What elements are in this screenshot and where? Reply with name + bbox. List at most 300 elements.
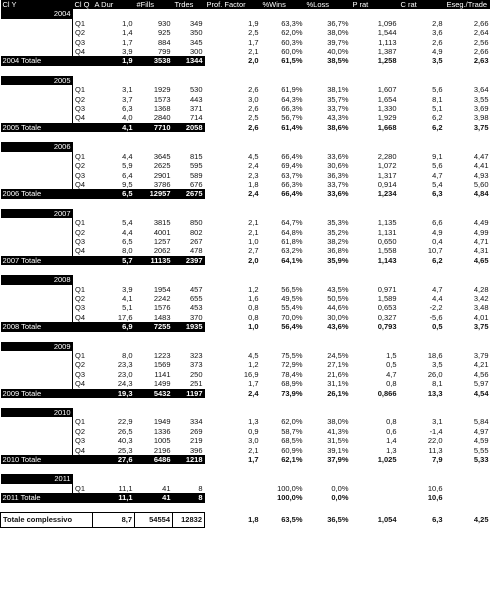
total-p-rat: 1,143 bbox=[377, 255, 397, 265]
cell-eseg-trade: 4,47 bbox=[473, 151, 489, 161]
cell-p-rat: 1,330 bbox=[377, 104, 397, 114]
total-loss: 43,6% bbox=[327, 322, 349, 332]
cell-p-rat: 1,135 bbox=[377, 218, 397, 228]
cell-loss: 36,7% bbox=[327, 18, 349, 28]
cell-c-rat: 4,7 bbox=[432, 284, 443, 294]
row-year-blank bbox=[1, 180, 73, 189]
total-p-rat: 0,866 bbox=[377, 388, 397, 398]
cell-loss: 21,6% bbox=[327, 369, 349, 379]
cell-loss: 38,1% bbox=[327, 85, 349, 95]
spacer-cell bbox=[1, 464, 490, 474]
cell-a-dur: 24,3 bbox=[117, 379, 133, 389]
cell-prof-factor: 2,5 bbox=[248, 28, 259, 38]
cell-p-rat: 0,914 bbox=[377, 179, 397, 189]
cell-prof-factor: 2,1 bbox=[248, 227, 259, 237]
total-prof-factor: 2,4 bbox=[248, 189, 259, 199]
quarter-label: Q2 bbox=[75, 426, 86, 436]
spacer-cell bbox=[1, 503, 490, 513]
grand-total-prof-factor: 1,8 bbox=[248, 515, 259, 525]
year-row-filler bbox=[73, 209, 490, 218]
cell-loss: 50,5% bbox=[327, 293, 349, 303]
cell-prof-factor bbox=[205, 484, 261, 493]
cell-prof-factor: 0,8 bbox=[248, 303, 259, 313]
cell-a-dur: 23,0 bbox=[117, 369, 133, 379]
row-year-blank bbox=[1, 370, 73, 379]
row-year-blank bbox=[1, 38, 73, 47]
cell-wins: 49,5% bbox=[281, 293, 303, 303]
cell-trdes: 453 bbox=[189, 303, 203, 313]
cell-prof-factor: 16,9 bbox=[243, 369, 259, 379]
cell-a-dur: 6,5 bbox=[122, 236, 133, 246]
quarter-row bbox=[1, 47, 490, 56]
quarter-row bbox=[1, 95, 490, 104]
cell-a-dur: 1,4 bbox=[122, 28, 133, 38]
grand-total-trdes: 12832 bbox=[173, 513, 205, 528]
cell-a-dur: 9,5 bbox=[122, 179, 133, 189]
total-wins: 62,1% bbox=[281, 455, 303, 465]
row-year-blank bbox=[1, 228, 73, 237]
cell-loss: 40,0% bbox=[327, 47, 349, 57]
total-fills: 6486 bbox=[135, 455, 173, 464]
cell-eseg-trade: 2,66 bbox=[473, 18, 489, 28]
quarter-row bbox=[1, 313, 490, 322]
row-year-blank bbox=[1, 360, 73, 369]
cell-fills: 3786 bbox=[153, 179, 171, 189]
row-year-blank bbox=[1, 237, 73, 246]
cell-a-dur: 4,4 bbox=[122, 151, 133, 161]
cell-wins: 63,7% bbox=[281, 170, 303, 180]
cell-fills: 1005 bbox=[153, 436, 171, 446]
total-eseg-trade: 4,54 bbox=[473, 388, 489, 398]
cell-wins: 56,5% bbox=[281, 284, 303, 294]
cell-fills: 2901 bbox=[153, 170, 171, 180]
cell-eseg-trade: 4,01 bbox=[473, 312, 489, 322]
cell-a-dur: 40,3 bbox=[117, 436, 133, 446]
cell-p-rat: 1,589 bbox=[377, 293, 397, 303]
grand-total-label: Totale complessivo bbox=[1, 513, 93, 528]
grand-total-c-rat: 6,3 bbox=[432, 515, 443, 525]
cell-loss: 38,0% bbox=[327, 28, 349, 38]
cell-p-rat: 0,8 bbox=[386, 379, 397, 389]
quarter-row bbox=[1, 104, 490, 113]
year-row-filler bbox=[73, 342, 490, 351]
cell-p-rat: 1,096 bbox=[377, 18, 397, 28]
total-loss: 37,9% bbox=[327, 455, 349, 465]
cell-loss: 33,6% bbox=[327, 151, 349, 161]
quarter-label: Q3 bbox=[75, 303, 86, 313]
cell-loss: 36,3% bbox=[327, 170, 349, 180]
quarter-row bbox=[1, 19, 490, 28]
total-loss: 38,5% bbox=[327, 56, 349, 66]
header-loss: %Loss bbox=[305, 0, 351, 9]
year-row bbox=[1, 142, 490, 151]
row-year-blank bbox=[1, 28, 73, 37]
cell-fills: 2840 bbox=[153, 113, 171, 123]
cell-c-rat: 26,0 bbox=[427, 369, 443, 379]
cell-p-rat: 1,072 bbox=[377, 161, 397, 171]
total-wins: 66,4% bbox=[281, 189, 303, 199]
cell-wins: 58,7% bbox=[281, 426, 303, 436]
cell-c-rat: 22,0 bbox=[427, 436, 443, 446]
row-year-blank bbox=[1, 246, 73, 255]
total-c-rat: 6,2 bbox=[432, 255, 443, 265]
total-trdes: 8 bbox=[173, 493, 205, 502]
header-trdes: Trdes bbox=[173, 0, 205, 9]
cell-eseg-trade: 3,55 bbox=[473, 94, 489, 104]
total-trdes: 2058 bbox=[173, 123, 205, 132]
row-year-blank bbox=[1, 285, 73, 294]
year-label: 2004 bbox=[1, 9, 73, 18]
total-wins: 100,0% bbox=[277, 493, 303, 503]
cell-fills: 1483 bbox=[153, 312, 171, 322]
row-year-blank bbox=[1, 104, 73, 113]
cell-a-dur: 3,1 bbox=[122, 85, 133, 95]
cell-prof-factor: 2,1 bbox=[248, 218, 259, 228]
cell-fills: 4001 bbox=[153, 227, 171, 237]
total-trdes: 1935 bbox=[173, 322, 205, 331]
quarter-label: Q4 bbox=[75, 47, 86, 57]
cell-wins: 69,4% bbox=[281, 161, 303, 171]
total-eseg-trade: 2,63 bbox=[473, 56, 489, 66]
cell-prof-factor: 2,6 bbox=[248, 104, 259, 114]
cell-a-dur: 11,1 bbox=[118, 483, 133, 493]
cell-fills: 1223 bbox=[153, 351, 171, 360]
cell-p-rat: 1,113 bbox=[378, 37, 397, 47]
total-fills: 7255 bbox=[135, 322, 173, 331]
cell-prof-factor: 2,1 bbox=[248, 445, 259, 455]
quarter-label: Q1 bbox=[75, 218, 86, 228]
quarter-row bbox=[1, 85, 490, 94]
cell-c-rat: 11,3 bbox=[428, 445, 443, 455]
quarter-label: Q4 bbox=[75, 179, 86, 189]
cell-trdes: 251 bbox=[189, 379, 203, 389]
total-fills: 3538 bbox=[135, 56, 173, 65]
quarter-label: Q2 bbox=[75, 227, 86, 237]
quarter-label: Q1 bbox=[75, 18, 86, 28]
total-eseg-trade: 3,75 bbox=[473, 322, 489, 332]
header-p-rat: P rat bbox=[351, 0, 399, 9]
cell-wins: 62,0% bbox=[281, 417, 303, 427]
cell-c-rat: 5,6 bbox=[432, 85, 443, 95]
quarter-label: Q2 bbox=[75, 293, 86, 303]
cell-eseg-trade: 5,55 bbox=[473, 445, 489, 455]
total-c-rat: 10,6 bbox=[427, 493, 443, 503]
total-trdes: 2675 bbox=[173, 189, 205, 198]
cell-p-rat: 1,929 bbox=[377, 113, 397, 123]
quarter-row bbox=[1, 228, 490, 237]
total-a-dur: 11,1 bbox=[93, 493, 135, 502]
year-total-row bbox=[1, 123, 490, 132]
cell-c-rat: 5,4 bbox=[432, 179, 443, 189]
cell-wins: 75,5% bbox=[281, 351, 303, 360]
cell-fills: 3645 bbox=[153, 151, 171, 161]
cell-fills: 930 bbox=[157, 18, 171, 28]
year-row-filler bbox=[73, 142, 490, 151]
cell-c-rat: 10,7 bbox=[427, 246, 443, 256]
cell-wins: 64,7% bbox=[281, 218, 303, 228]
cell-loss: 30,0% bbox=[327, 312, 349, 322]
spacer-row bbox=[1, 199, 490, 209]
total-loss: 0,0% bbox=[331, 493, 349, 503]
cell-wins: 100,0% bbox=[277, 483, 303, 493]
cell-fills: 925 bbox=[157, 28, 171, 38]
cell-wins: 64,8% bbox=[281, 227, 303, 237]
year-label: 2006 bbox=[1, 142, 73, 151]
total-a-dur: 1,9 bbox=[93, 56, 135, 65]
grand-total-a-dur: 8,7 bbox=[93, 513, 135, 528]
row-year-blank bbox=[1, 484, 73, 493]
cell-a-dur: 5,4 bbox=[122, 218, 133, 228]
cell-p-rat: 0,653 bbox=[377, 303, 397, 313]
row-year-blank bbox=[1, 379, 73, 388]
year-row bbox=[1, 209, 490, 218]
cell-fills: 1573 bbox=[153, 94, 171, 104]
total-eseg-trade bbox=[445, 493, 490, 502]
total-fills: 41 bbox=[135, 493, 173, 502]
cell-c-rat: 3,1 bbox=[432, 417, 443, 427]
cell-loss: 33,7% bbox=[327, 179, 349, 189]
quarter-row bbox=[1, 303, 490, 312]
cell-loss: 39,7% bbox=[327, 37, 349, 47]
cell-fills: 1257 bbox=[153, 236, 171, 246]
cell-prof-factor: 2,1 bbox=[248, 47, 259, 57]
total-a-dur: 6,9 bbox=[93, 322, 135, 331]
year-total-row bbox=[1, 389, 490, 398]
cell-eseg-trade: 3,79 bbox=[473, 351, 489, 360]
header-wins: %Wins bbox=[261, 0, 305, 9]
total-c-rat: 7,9 bbox=[432, 455, 443, 465]
cell-fills: 1576 bbox=[153, 303, 171, 313]
total-c-rat: 6,3 bbox=[432, 189, 443, 199]
cell-loss: 44,6% bbox=[327, 303, 349, 313]
total-wins: 73,9% bbox=[281, 388, 303, 398]
cell-trdes: 300 bbox=[189, 47, 203, 57]
total-fills: 7710 bbox=[135, 123, 173, 132]
cell-prof-factor: 1,6 bbox=[248, 293, 259, 303]
total-c-rat: 0,5 bbox=[432, 322, 443, 332]
cell-prof-factor: 1,3 bbox=[248, 417, 259, 427]
quarter-label: Q4 bbox=[75, 312, 86, 322]
quarter-row bbox=[1, 113, 490, 122]
spacer-row bbox=[1, 265, 490, 275]
cell-p-rat: 0,6 bbox=[386, 426, 397, 436]
cell-loss: 35,7% bbox=[327, 94, 349, 104]
cell-a-dur: 8,0 bbox=[122, 246, 133, 256]
total-prof-factor bbox=[205, 493, 261, 502]
total-loss: 38,6% bbox=[327, 122, 349, 132]
cell-c-rat: 4,7 bbox=[432, 170, 443, 180]
year-row bbox=[1, 342, 490, 351]
cell-prof-factor: 4,5 bbox=[248, 351, 259, 360]
cell-trdes: 349 bbox=[189, 18, 203, 28]
spacer-cell bbox=[1, 332, 490, 342]
spacer-cell bbox=[1, 66, 490, 76]
cell-wins: 63,2% bbox=[281, 246, 303, 256]
total-p-rat: 1,668 bbox=[377, 122, 397, 132]
total-trdes: 1197 bbox=[173, 389, 205, 398]
cell-fills: 1929 bbox=[153, 85, 171, 95]
header-cl-q: Cl Q bbox=[73, 0, 93, 9]
cell-eseg-trade: 3,69 bbox=[473, 104, 489, 114]
cell-wins: 66,3% bbox=[281, 104, 303, 114]
cell-prof-factor: 2,4 bbox=[248, 161, 259, 171]
total-prof-factor: 1,0 bbox=[248, 322, 259, 332]
quarter-row bbox=[1, 379, 490, 388]
header-prof-factor: Prof. Factor bbox=[205, 0, 261, 9]
cell-trdes: 443 bbox=[189, 94, 203, 104]
cell-c-rat: -2,2 bbox=[429, 303, 443, 313]
total-p-rat: 1,234 bbox=[377, 189, 397, 199]
year-total-row bbox=[1, 493, 490, 502]
cell-wins: 63,3% bbox=[281, 18, 303, 28]
total-prof-factor: 2,0 bbox=[248, 56, 259, 66]
total-c-rat: 13,3 bbox=[427, 388, 443, 398]
cell-wins: 78,4% bbox=[281, 369, 303, 379]
cell-prof-factor: 1,7 bbox=[248, 379, 259, 389]
grand-total-eseg-trade: 4,25 bbox=[473, 515, 489, 525]
cell-fills: 1368 bbox=[153, 104, 171, 114]
year-label: 2008 bbox=[1, 275, 73, 284]
year-label: 2009 bbox=[1, 342, 73, 351]
quarter-label: Q4 bbox=[75, 113, 86, 123]
cell-c-rat: 6,6 bbox=[432, 218, 443, 228]
year-total-row bbox=[1, 56, 490, 65]
row-year-blank bbox=[1, 427, 73, 436]
cell-eseg-trade: 4,31 bbox=[473, 246, 489, 256]
grand-total-wins: 63,5% bbox=[281, 515, 303, 525]
cell-loss: 38,0% bbox=[327, 417, 349, 427]
cell-trdes: 478 bbox=[189, 246, 203, 256]
quarter-row bbox=[1, 417, 490, 426]
cell-trdes: 802 bbox=[189, 227, 203, 237]
row-year-blank bbox=[1, 152, 73, 161]
cell-prof-factor: 0,9 bbox=[248, 426, 259, 436]
year-total-label: 2007 Totale bbox=[1, 256, 93, 265]
header-a-dur: A Dur bbox=[93, 0, 135, 9]
cell-trdes: 373 bbox=[189, 360, 203, 370]
year-total-label: 2006 Totale bbox=[1, 189, 93, 198]
quarter-row bbox=[1, 38, 490, 47]
cell-a-dur: 6,4 bbox=[122, 170, 133, 180]
quarter-label: Q3 bbox=[75, 37, 86, 47]
cell-loss: 35,3% bbox=[327, 218, 349, 228]
quarter-row bbox=[1, 237, 490, 246]
cell-prof-factor: 4,5 bbox=[248, 151, 259, 161]
cell-fills: 1141 bbox=[154, 369, 171, 379]
cell-prof-factor: 1,8 bbox=[248, 179, 259, 189]
quarter-row bbox=[1, 171, 490, 180]
year-row-filler bbox=[73, 76, 490, 85]
row-year-blank bbox=[1, 313, 73, 322]
total-prof-factor: 2,6 bbox=[248, 122, 259, 132]
quarter-label: Q2 bbox=[75, 28, 86, 38]
year-row-filler bbox=[73, 474, 490, 483]
header-row bbox=[1, 0, 490, 9]
cell-p-rat bbox=[351, 484, 399, 493]
cell-eseg-trade: 2,56 bbox=[473, 37, 489, 47]
cell-p-rat: 1,544 bbox=[377, 28, 397, 38]
cell-prof-factor: 3,0 bbox=[248, 436, 259, 446]
cell-wins: 68,9% bbox=[281, 379, 303, 389]
cell-trdes: 323 bbox=[189, 351, 203, 360]
total-a-dur: 6,5 bbox=[93, 189, 135, 198]
year-row-filler bbox=[73, 275, 490, 284]
cell-c-rat: 8,1 bbox=[432, 94, 443, 104]
total-a-dur: 4,1 bbox=[93, 123, 135, 132]
cell-eseg-trade bbox=[445, 484, 490, 493]
cell-loss: 43,5% bbox=[327, 284, 349, 294]
year-row-filler bbox=[73, 9, 490, 18]
cell-trdes: 334 bbox=[189, 417, 203, 427]
cell-fills: 3815 bbox=[153, 218, 171, 228]
year-label: 2011 bbox=[1, 474, 73, 483]
cell-a-dur: 1,7 bbox=[122, 37, 133, 47]
cell-a-dur: 17,6 bbox=[117, 312, 133, 322]
header-c-rat: C rat bbox=[399, 0, 445, 9]
year-row bbox=[1, 408, 490, 417]
total-eseg-trade: 4,65 bbox=[473, 255, 489, 265]
cell-eseg-trade: 4,71 bbox=[473, 236, 489, 246]
quarter-label: Q1 bbox=[75, 483, 86, 493]
report-body bbox=[1, 9, 490, 527]
total-eseg-trade: 5,33 bbox=[473, 455, 489, 465]
spacer-cell bbox=[1, 199, 490, 209]
year-total-label: 2011 Totale bbox=[1, 493, 93, 502]
year-total-label: 2009 Totale bbox=[1, 389, 93, 398]
cell-fills: 884 bbox=[157, 37, 171, 47]
cell-loss: 41,3% bbox=[327, 426, 349, 436]
year-total-row bbox=[1, 455, 490, 464]
cell-fills: 1949 bbox=[153, 417, 171, 427]
quarter-label: Q3 bbox=[75, 369, 86, 379]
row-year-blank bbox=[1, 85, 73, 94]
cell-fills: 1499 bbox=[153, 379, 171, 389]
cell-p-rat: 1,3 bbox=[386, 445, 397, 455]
cell-loss: 35,2% bbox=[327, 227, 349, 237]
total-c-rat: 3,5 bbox=[432, 56, 443, 66]
total-c-rat: 6,2 bbox=[432, 122, 443, 132]
cell-eseg-trade: 2,66 bbox=[473, 47, 489, 57]
cell-fills: 2242 bbox=[153, 293, 171, 303]
cell-c-rat: 3,6 bbox=[432, 28, 443, 38]
cell-c-rat: 5,1 bbox=[432, 104, 443, 114]
cell-trdes: 8 bbox=[198, 483, 203, 493]
cell-wins: 60,0% bbox=[281, 47, 303, 57]
grand-total-row bbox=[1, 513, 490, 528]
cell-eseg-trade: 3,42 bbox=[473, 293, 489, 303]
cell-eseg-trade: 4,99 bbox=[473, 227, 489, 237]
quarter-row bbox=[1, 28, 490, 37]
cell-p-rat: 4,7 bbox=[386, 369, 397, 379]
cell-wins: 72,9% bbox=[281, 360, 303, 370]
cell-loss: 38,2% bbox=[327, 236, 349, 246]
quarter-row bbox=[1, 161, 490, 170]
total-p-rat bbox=[351, 493, 399, 502]
quarter-row bbox=[1, 427, 490, 436]
total-wins: 61,5% bbox=[281, 56, 303, 66]
row-year-blank bbox=[1, 303, 73, 312]
spacer-row bbox=[1, 332, 490, 342]
quarter-label: Q2 bbox=[75, 94, 86, 104]
header-cl-y: Cl Y bbox=[1, 0, 73, 9]
year-total-row bbox=[1, 322, 490, 331]
cell-trdes: 219 bbox=[189, 436, 203, 446]
quarter-label: Q4 bbox=[75, 246, 86, 256]
cell-c-rat: 18,6 bbox=[427, 351, 443, 360]
header-fills: #Fills bbox=[135, 0, 173, 9]
row-year-blank bbox=[1, 294, 73, 303]
quarter-row bbox=[1, 360, 490, 369]
